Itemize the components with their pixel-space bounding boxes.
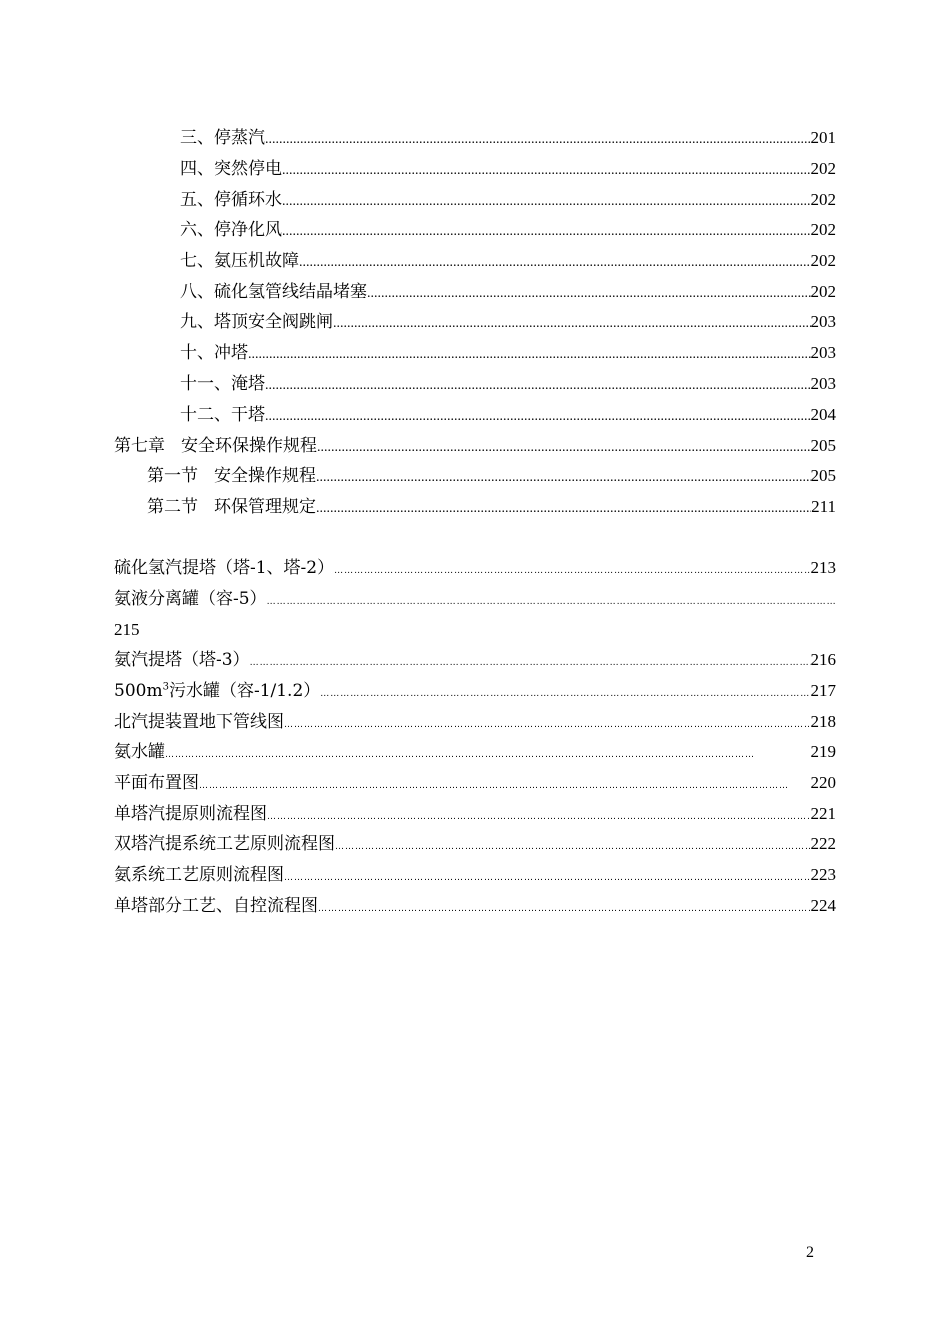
figure-entry[interactable] (0, 863, 950, 887)
dot-leader (267, 802, 811, 829)
toc-entry[interactable] (0, 249, 950, 273)
toc-entry[interactable] (0, 403, 950, 427)
dot-leader (248, 341, 811, 367)
toc-entry[interactable] (0, 372, 950, 396)
dot-leader (334, 556, 810, 583)
dot-leader (316, 464, 811, 490)
figure-entry-page-wrapped: 215 (114, 620, 140, 639)
toc-section-label (147, 464, 316, 488)
toc-entry-label: 五、停循环水 (180, 190, 282, 210)
figure-entry[interactable] (0, 771, 950, 795)
toc-entry[interactable] (0, 157, 950, 181)
figure-entry-page: 222 (810, 834, 836, 853)
dot-leader (199, 771, 811, 798)
toc-entry-page: 201 (810, 128, 836, 147)
toc-entry-label: 三、停蒸汽 (180, 128, 265, 148)
toc-chapter-entry[interactable] (0, 434, 950, 458)
toc-entry-page: 202 (810, 251, 836, 270)
figure-entry-label: 氨液分离罐（容-5） (114, 589, 267, 609)
chapter-number: 第七章 (114, 436, 165, 456)
toc-section-label (147, 495, 316, 519)
toc-entry-page: 203 (810, 312, 836, 331)
dot-leader (265, 126, 811, 152)
dot-leader (317, 434, 811, 460)
figure-entry-label: 氨水罐 (114, 742, 165, 762)
figure-entry-page: 218 (810, 712, 836, 731)
figure-entry-page: 217 (810, 681, 836, 700)
figure-entry-label: 氨系统工艺原则流程图 (114, 865, 284, 885)
label-suffix: 污水罐（容-1/1.2） (168, 681, 321, 701)
figure-entry[interactable] (0, 679, 950, 703)
toc-section-entry[interactable] (0, 464, 950, 488)
toc-entry[interactable] (0, 126, 950, 150)
figure-entry-label: 单塔汽提原则流程图 (114, 804, 267, 824)
toc-entry-page: 203 (810, 374, 836, 393)
toc-entry-page: 204 (810, 405, 836, 424)
toc-entry-label: 八、硫化氢管线结晶堵塞 (180, 282, 367, 302)
toc-section-page: 205 (810, 466, 836, 485)
toc-entry[interactable] (0, 218, 950, 242)
figure-entry[interactable] (0, 556, 950, 580)
toc-section-entry[interactable] (0, 495, 950, 519)
toc-entry-label: 九、塔顶安全阀跳闸 (180, 312, 333, 332)
figure-entry-page: 223 (810, 865, 836, 884)
figure-entry-page: 220 (810, 773, 836, 792)
toc-entry-label: 十一、淹塔 (180, 374, 265, 394)
figure-entry-label: 硫化氢汽提塔（塔-1、塔-2） (114, 558, 335, 578)
dot-leader (265, 403, 811, 429)
section-number: 第一节 (147, 466, 198, 486)
toc-entry-page: 203 (810, 343, 836, 362)
label-prefix: 500m (114, 681, 163, 701)
chapter-title: 安全环保操作规程 (181, 436, 317, 456)
figure-entry-page: 224 (810, 896, 836, 915)
toc-entry-page: 202 (810, 220, 836, 239)
toc-entry-label: 十二、干塔 (180, 405, 265, 425)
figure-entry-page: 216 (810, 650, 836, 669)
toc-entry[interactable] (0, 341, 950, 365)
page-number: 2 (806, 1244, 814, 1261)
figure-entry[interactable] (0, 740, 950, 764)
toc-entry[interactable] (0, 188, 950, 212)
toc-entry[interactable] (0, 280, 950, 304)
toc-section-page: 211 (811, 497, 836, 516)
dot-leader (299, 249, 811, 275)
toc-entry-page: 202 (810, 282, 836, 301)
dot-leader (282, 188, 811, 214)
dot-leader (335, 832, 811, 859)
figure-entry[interactable] (0, 802, 950, 826)
dot-leader (282, 218, 811, 244)
figure-entry[interactable] (0, 894, 950, 918)
toc-entry-page: 202 (810, 190, 836, 209)
figure-entry-label: 双塔汽提系统工艺原则流程图 (114, 834, 335, 854)
dot-leader (265, 372, 811, 398)
dot-leader (250, 648, 811, 675)
toc-chapter-label (114, 434, 317, 458)
label-superscript: 3 (162, 681, 169, 693)
dot-leader (165, 740, 811, 767)
dot-leader (333, 310, 811, 336)
toc-entry-label: 四、突然停电 (180, 159, 282, 179)
toc-entry-page: 202 (810, 159, 836, 178)
toc-entry-label: 十、冲塔 (180, 343, 248, 363)
dot-leader (320, 679, 810, 706)
figure-entry-label: 单塔部分工艺、自控流程图 (114, 896, 318, 916)
figure-entry-page: 221 (810, 804, 836, 823)
figure-entry-label (114, 679, 320, 703)
section-number: 第二节 (147, 497, 198, 517)
dot-leader (367, 280, 811, 306)
toc-entry[interactable] (0, 310, 950, 334)
toc-chapter-page: 205 (810, 436, 836, 455)
figure-entry-page: 213 (810, 558, 836, 577)
dot-leader (267, 587, 836, 614)
figure-entry-label: 氨汽提塔（塔-3） (114, 650, 250, 670)
toc-entry-label: 六、停净化风 (180, 220, 282, 240)
toc-entry-label: 七、氨压机故障 (180, 251, 299, 271)
figure-entry-label: 北汽提装置地下管线图 (114, 712, 284, 732)
dot-leader (318, 894, 811, 921)
dot-leader (284, 863, 811, 890)
dot-leader (316, 495, 811, 521)
section-title: 环保管理规定 (214, 497, 316, 517)
figure-entry[interactable] (0, 587, 950, 611)
dot-leader (284, 710, 811, 737)
section-title: 安全操作规程 (214, 466, 316, 486)
figure-entry-page: 219 (810, 742, 836, 761)
figure-entry[interactable] (0, 832, 950, 856)
figure-entry-label: 平面布置图 (114, 773, 199, 793)
dot-leader (282, 157, 811, 183)
figure-entry[interactable] (0, 648, 950, 672)
figure-entry[interactable] (0, 710, 950, 734)
